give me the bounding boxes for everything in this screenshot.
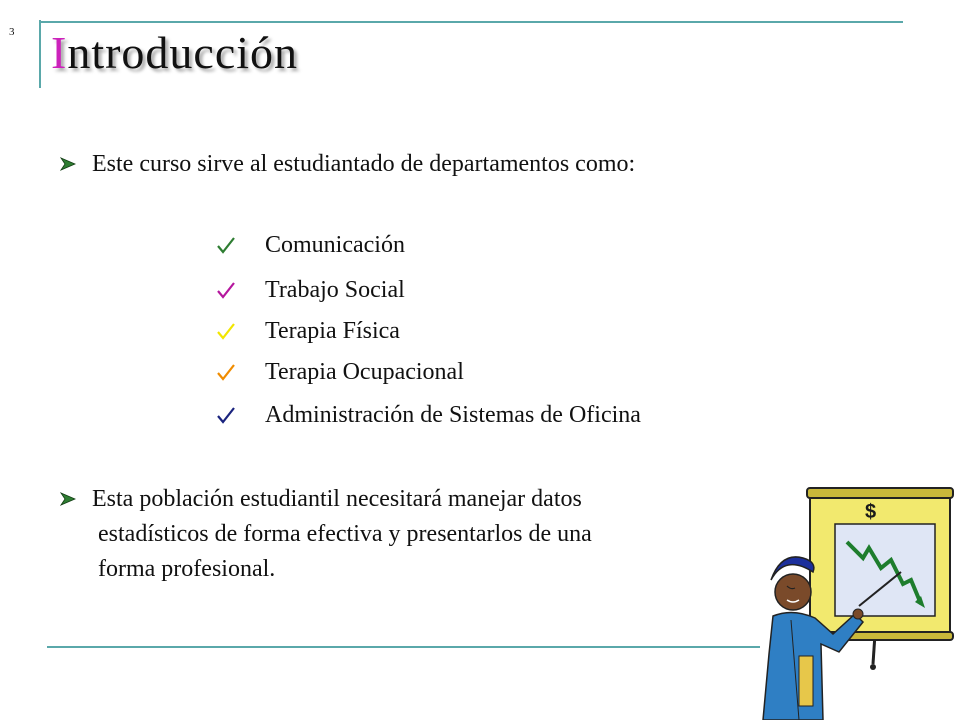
title-frame-top-line — [39, 21, 903, 23]
slide-title — [51, 27, 299, 78]
title-first-letter: I — [51, 27, 68, 78]
intro-bullet-text: Este curso sirve al estudiantado de departamentos como: — [92, 151, 636, 177]
department-item — [215, 354, 464, 390]
department-item — [215, 313, 400, 349]
population-line-2: estadísticos de forma efectiva y presentarlos de una — [98, 521, 592, 547]
presenter-with-chart-icon — [755, 484, 960, 720]
department-label: Comunicación — [265, 231, 405, 258]
checkmark-icon — [215, 279, 237, 301]
department-label: Terapia Física — [265, 317, 400, 344]
population-line-1: Esta población estudiantil necesitará manejar datos — [92, 486, 582, 512]
arrow-bullet-icon — [60, 491, 76, 507]
population-line-3: forma profesional. — [98, 556, 276, 582]
checkmark-icon — [215, 361, 237, 383]
checkmark-icon — [215, 320, 237, 342]
chart-dollar-symbol: $ — [865, 501, 877, 523]
population-bullet — [60, 482, 760, 587]
arrow-bullet-icon — [60, 156, 76, 172]
department-label: Trabajo Social — [265, 276, 405, 303]
department-item — [215, 227, 405, 263]
intro-bullet — [60, 147, 635, 181]
title-frame-vertical-line — [39, 20, 41, 88]
department-label: Administración de Sistemas de Oficina — [265, 401, 641, 428]
checkmark-icon — [215, 234, 237, 256]
title-rest: ntroducción — [67, 27, 299, 78]
department-item — [215, 397, 641, 433]
slide-number: 3 — [9, 26, 15, 38]
checkmark-icon — [215, 404, 237, 426]
department-label: Terapia Ocupacional — [265, 358, 464, 385]
bottom-divider-line — [47, 646, 760, 648]
department-item — [215, 272, 405, 308]
